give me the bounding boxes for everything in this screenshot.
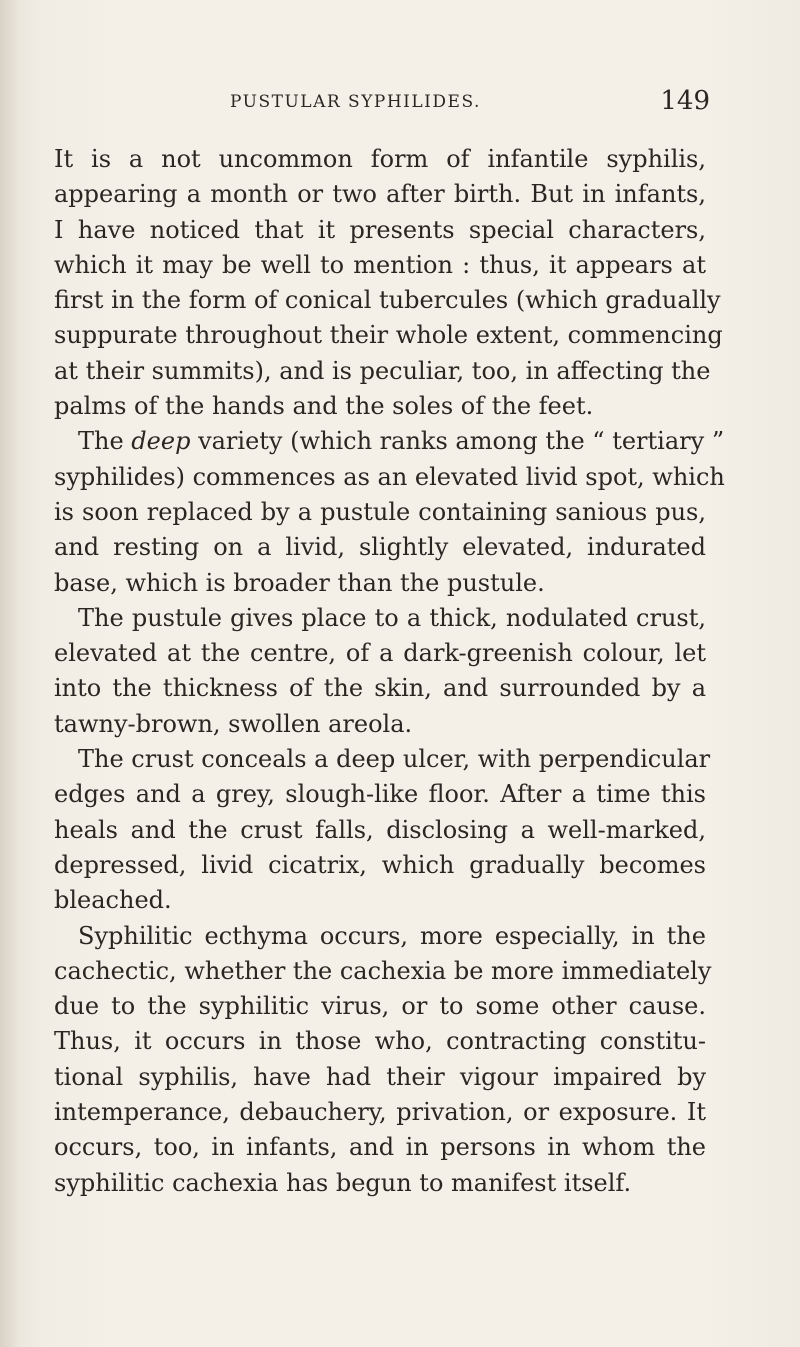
text-line: cachectic, whether the cachexia be more immediately	[54, 956, 712, 985]
paragraph-5	[54, 919, 712, 1201]
text-line: which it may be well to mention : thus, it appears at	[54, 250, 706, 279]
text-line: due to the syphilitic virus, or to some other cause.	[54, 992, 706, 1021]
text-line: depressed, livid cicatrix, which gradually becomes	[54, 850, 706, 879]
text-line: The crust conceals a deep ulcer, with perpendicular	[78, 745, 711, 774]
text-span: The	[78, 427, 132, 456]
paragraph-3	[54, 601, 706, 742]
text-line: Thus, it occurs in those who, contracting constitu-	[54, 1027, 706, 1056]
running-title: PUSTULAR SYPHILIDES.	[230, 92, 481, 112]
body-text	[54, 142, 725, 1201]
text-line: is soon replaced by a pustule containing sanious pus,	[54, 497, 706, 526]
paragraph-4	[54, 742, 711, 918]
text-line: appearing a month or two after birth. But in infants,	[54, 180, 706, 209]
text-line: bleached.	[54, 886, 172, 915]
text-line	[54, 424, 725, 459]
text-line: I have noticed that it presents special characters,	[54, 215, 706, 244]
italic-term: deep	[131, 427, 191, 456]
paragraph-1	[54, 142, 723, 424]
running-head	[230, 88, 710, 118]
text-line: tional syphilis, have had their vigour impaired by	[54, 1062, 706, 1091]
text-line: base, which is broader than the pustule.	[54, 568, 545, 597]
text-line: edges and a grey, slough-like floor. After a time this	[54, 780, 706, 809]
text-line: first in the form of conical tubercules (which gradually	[54, 286, 721, 315]
text-line: into the thickness of the skin, and surrounded by a	[54, 674, 706, 703]
text-line: and resting on a livid, slightly elevated, indurated	[54, 533, 706, 562]
text-line: suppurate throughout their whole extent, commencing	[54, 321, 723, 350]
text-line: Syphilitic ecthyma occurs, more especially, in the	[78, 921, 706, 950]
text-span: variety (which ranks among the “ tertiary ”	[190, 427, 725, 456]
text-line: syphilitic cachexia has begun to manifest itself.	[54, 1168, 632, 1197]
text-line: It is a not uncommon form of infantile syphilis,	[54, 145, 706, 173]
text-line: intemperance, debauchery, privation, or exposure. It	[54, 1098, 706, 1127]
text-line: elevated at the centre, of a dark-greenish colour, let	[54, 639, 706, 668]
page-number: 149	[660, 86, 710, 116]
text-line: at their summits), and is peculiar, too, in affecting the	[54, 356, 711, 385]
text-line: occurs, too, in infants, and in persons in whom the	[54, 1133, 706, 1162]
text-line: heals and the crust falls, disclosing a well-marked,	[54, 815, 706, 844]
paragraph-2	[54, 424, 725, 600]
text-line: syphilides) commences as an elevated livid spot, which	[54, 462, 725, 491]
gutter-shadow	[0, 0, 18, 1347]
text-line: The pustule gives place to a thick, nodulated crust,	[78, 603, 706, 632]
text-line: palms of the hands and the soles of the feet.	[54, 392, 594, 421]
text-line: tawny-brown, swollen areola.	[54, 709, 413, 738]
